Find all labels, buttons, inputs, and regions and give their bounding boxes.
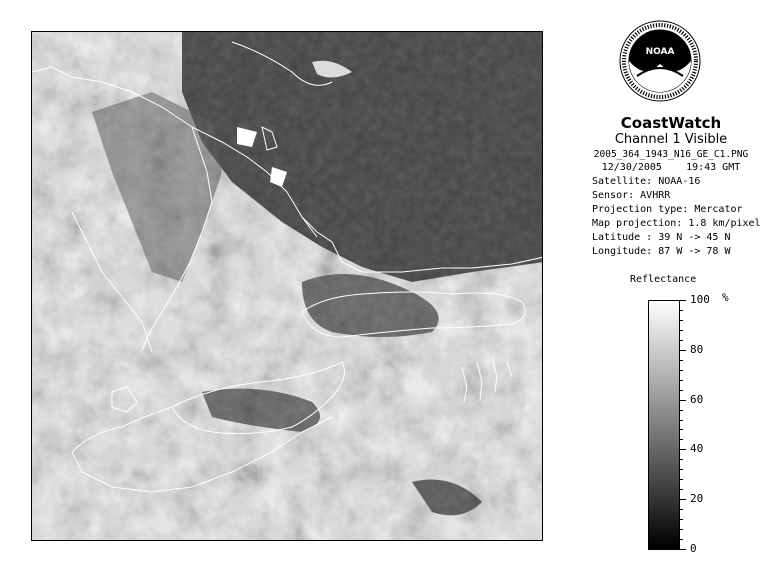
colorbar-minor-tick	[680, 429, 683, 430]
colorbar-tick	[680, 350, 686, 351]
colorbar-minor-tick	[680, 539, 683, 540]
legend-title: Reflectance	[630, 274, 697, 285]
latitude-info: Latitude : 39 N -> 45 N	[592, 232, 731, 243]
product-filename: 2005_364_1943_N16_GE_C1.PNG	[593, 149, 749, 160]
colorbar-tick	[680, 499, 686, 500]
info-panel	[560, 110, 782, 259]
colorbar-minor-tick	[680, 509, 683, 510]
product-time: 19:43 GMT	[686, 162, 741, 173]
colorbar-tick-label: 100	[690, 293, 710, 306]
colorbar-tick-label: 0	[690, 542, 697, 555]
colorbar-tick-label: 20	[690, 492, 704, 506]
colorbar-tick-label: 60	[690, 392, 704, 406]
colorbar-tick	[680, 400, 686, 401]
sensor-info: Sensor: AVHRR	[592, 190, 671, 201]
satellite-map	[32, 32, 543, 541]
product-channel: Channel 1 Visible	[614, 132, 728, 147]
colorbar-minor-tick	[680, 330, 683, 331]
colorbar-tick-label: 80	[690, 342, 704, 356]
colorbar-minor-tick	[680, 370, 683, 371]
colorbar-minor-tick	[680, 439, 683, 440]
colorbar-minor-tick	[680, 340, 683, 341]
satellite-info: Satellite: NOAA-16	[592, 176, 701, 187]
product-date: 12/30/2005	[601, 162, 662, 173]
colorbar-minor-tick	[680, 360, 683, 361]
map-projection-info: Map projection: 1.8 km/pixel	[592, 218, 761, 229]
colorbar-minor-tick	[680, 320, 683, 321]
colorbar-minor-tick	[680, 479, 683, 480]
legend-unit: %	[722, 291, 729, 304]
speckle-texture	[32, 32, 543, 541]
projection-info: Projection type: Mercator	[592, 204, 743, 215]
colorbar-minor-tick	[680, 519, 683, 520]
longitude-info: Longitude: 87 W -> 78 W	[592, 246, 731, 257]
colorbar-minor-tick	[680, 420, 683, 421]
colorbar-minor-tick	[680, 380, 683, 381]
colorbar-tick	[680, 300, 686, 301]
noaa-logo	[619, 20, 701, 102]
metadata-list	[560, 175, 782, 259]
product-datetime	[560, 162, 782, 173]
colorbar-minor-tick	[680, 459, 683, 460]
colorbar-tick-label: 40	[690, 442, 704, 456]
colorbar-minor-tick	[680, 410, 683, 411]
logo-text: NOAA	[645, 47, 675, 57]
satellite-image	[31, 31, 543, 541]
colorbar-minor-tick	[680, 390, 683, 391]
reflectance-colorbar	[648, 300, 680, 550]
colorbar-minor-tick	[680, 310, 683, 311]
colorbar-minor-tick	[680, 469, 683, 470]
colorbar-minor-tick	[680, 529, 683, 530]
noaa-seal-icon	[619, 20, 701, 102]
colorbar-tick	[680, 449, 686, 450]
colorbar-tick	[680, 549, 686, 550]
colorbar-minor-tick	[680, 489, 683, 490]
product-title: CoastWatch	[620, 114, 722, 132]
